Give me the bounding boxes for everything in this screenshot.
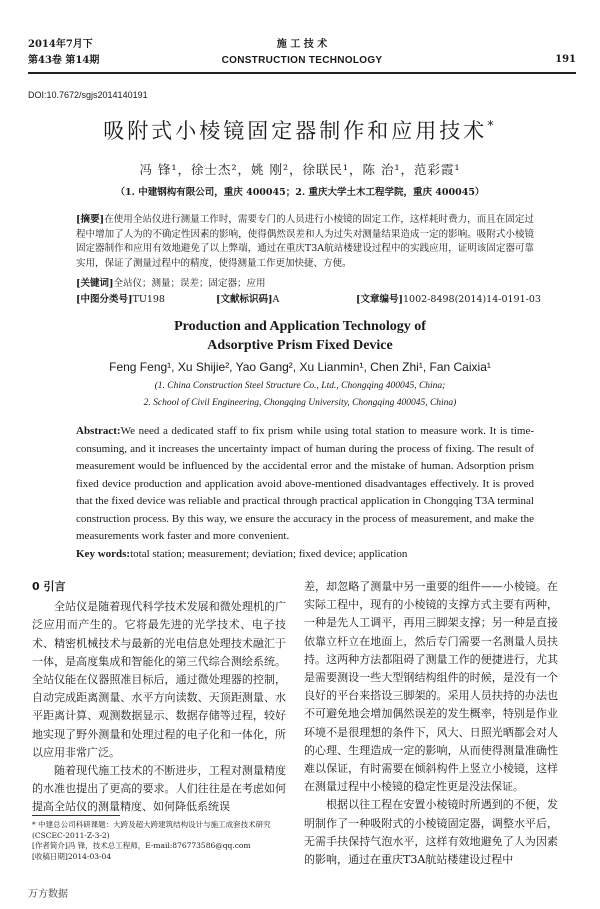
abstract-en-label: Abstract: xyxy=(76,425,121,437)
affiliation-en-2: 2. School of Civil Engineering, Chongqing University, Chongqing 400045, China) xyxy=(143,398,457,408)
body-column-left xyxy=(32,578,286,817)
footnote-author: [作者简介]冯 锋，技术总工程师，E-mail:876773586@qq.com xyxy=(32,841,251,850)
title-en-line1: Production and Application Technology of xyxy=(174,319,426,334)
body-column-right xyxy=(304,578,558,869)
abstract-zh xyxy=(76,213,534,271)
clc-code xyxy=(76,291,165,305)
running-header xyxy=(28,38,576,74)
authors-en: Feng Feng¹, Xu Shijie², Yao Gang², Xu Lianmin¹, Chen Zhi¹, Fan Caixia¹ xyxy=(109,360,491,374)
journal-name-zh: 施 工 技 术 xyxy=(276,39,328,50)
watermark: 万方数据 xyxy=(28,889,68,900)
doc-code xyxy=(216,291,279,305)
body-paragraph: 差，却忽略了测量中另一重要的组件——小棱镜。在实际工程中，现有的小棱镜的支撑方式主要有两种，一种是先人工调平，再用三脚架支撑；另一种是直接依靠立杆立在地面上，然后专门需要一名测量人员扶持。这两种方法都阻碍了测量工作的便捷进行，尤其是需要测设一些大型钢结构组件的时候，是没有一个良好的平台来搭设三脚架的。采用人员扶持的办法也不可避免地会增加偶然误差的发生概率，特别是作业环境不是很理想的条件下，风大、日照光晒都会对人的心理、生理造成一定的影响，从而使得测量准确性难以保证，有时需要在倾斜构件上竖立小棱镜，这样在测量过程中小棱镜的稳定性更是没法保证。 xyxy=(304,580,558,794)
abstract-zh-label: [摘要] xyxy=(76,214,105,225)
doc-label: [文献标识码] xyxy=(216,294,273,305)
title-en xyxy=(0,317,600,355)
title-zh xyxy=(0,115,600,145)
volume-issue: 第43卷 第14期 xyxy=(28,55,100,66)
abstract-en xyxy=(76,423,534,546)
issue-date: 2014年7月下 xyxy=(28,39,93,50)
abstract-en-text: We need a dedicated staff to fix prism while using total station to measure work. It is time-consuming, and it increases the uncertainty impact of human during the process of fixing. The result of measurement would be influenced by the accidental error and the mistake of human. Adsorption prism fixed device production and application avoid above-mentioned disadvantages effectively. It is proved that the fixed device was reliable and practical through practical application in Chongqing T3A terminal construction process. By this way, we ensure the accuracy in the process of measurement, and make the measurements work faster and more convenient. xyxy=(76,425,534,542)
body-paragraph: 随着现代施工技术的不断进步，工程对测量精度的水准也提出了更高的要求。人们往往是在考虑如何提高全站仪的测量精度、如何降低系统误 xyxy=(32,764,286,814)
body-paragraph: 全站仪是随着现代科学技术发展和微处理机的广泛应用而产生的。它将最先进的光学技术、电子技术、精密机械技术与最新的光电信息处理技术融汇于一体，是高度集成和智能化的第三代综合测绘系统。全站仪能在仪器照准目标后，通过微处理器的控制，自动完成距离测量、水平方向读数、天顶距测量、水平距离计算、观测数据显示、数据存储等过程，较好地实现了野外测量和处理过程的电子化和一体化，所以应用非常广泛。 xyxy=(32,600,286,759)
title-en-line2: Adsorptive Prism Fixed Device xyxy=(207,338,393,353)
keywords-zh-label: [关键词] xyxy=(76,278,114,289)
article-number xyxy=(356,291,541,305)
page-number: 191 xyxy=(555,54,576,65)
keywords-zh-text: 全站仪；测量；误差；固定器；应用 xyxy=(113,278,266,289)
article-value: 1002-8498(2014)14-0191-03 xyxy=(403,294,541,305)
title-zh-text: 吸附式小棱镜固定器制作和应用技术 xyxy=(103,119,488,143)
footnote-fund: * 中建总公司科研课题：大跨及超大跨建筑结构设计与施工成套技术研究(CSCEC-2011-Z-3-2) xyxy=(32,820,271,840)
keywords-en-label: Key words: xyxy=(76,548,131,560)
body-paragraph: 根据以往工程在安置小棱镜时所遇到的不便，发明制作了一种吸附式的小棱镜固定器，调整水平后，无需手扶保持气泡水平，这样有效地避免了人为因素的影响，通过在重庆T3A航站楼建设过程中 xyxy=(304,798,558,867)
affiliation-zh: （1. 中建钢构有限公司，重庆 400045；2. 重庆大学土木工程学院，重庆 400045） xyxy=(115,187,485,198)
keywords-en-text: total station; measurement; deviation; fixed device; application xyxy=(130,548,408,560)
clc-value: TU198 xyxy=(132,294,165,305)
abstract-zh-text: 在使用全站仪进行测量工作时，需要专门的人员进行小棱镜的固定工作，这样耗时费力，而且在固定过程中增加了人为的不确定性因素的影响，使得偶然误差和人为过失对测量结果造成一定的影响。吸附式小棱镜固定器制作和应用有效地避免了以上弊端，通过在重庆T3A航站楼建设过程中的实践应用，证明该固定器可靠实用，保证了测量过程中的精度，使得测量工作更加快捷、方便。 xyxy=(76,214,534,269)
affiliation-en-1: (1. China Construction Steel Structure Co., Ltd., Chongqing 400045, China; xyxy=(154,381,446,391)
section-heading: 0 引言 xyxy=(32,580,66,593)
journal-name-en: CONSTRUCTION TECHNOLOGY xyxy=(221,55,383,66)
keywords-zh xyxy=(76,275,534,289)
authors-zh: 冯 锋¹，徐士杰²，姚 刚²，徐联民¹，陈 治¹，范彩霞¹ xyxy=(139,162,461,177)
clc-label: [中图分类号] xyxy=(76,294,133,305)
article-label: [文章编号] xyxy=(356,294,403,305)
title-footnote-mark: * xyxy=(487,119,497,134)
keywords-en xyxy=(76,548,534,560)
footnote-received: [收稿日期]2014-03-04 xyxy=(32,851,112,861)
footnote-divider xyxy=(32,815,120,816)
footnotes xyxy=(32,820,288,862)
doi: DOI:10.7672/sgjs2014140191 xyxy=(28,90,148,100)
doc-value: A xyxy=(272,294,280,305)
